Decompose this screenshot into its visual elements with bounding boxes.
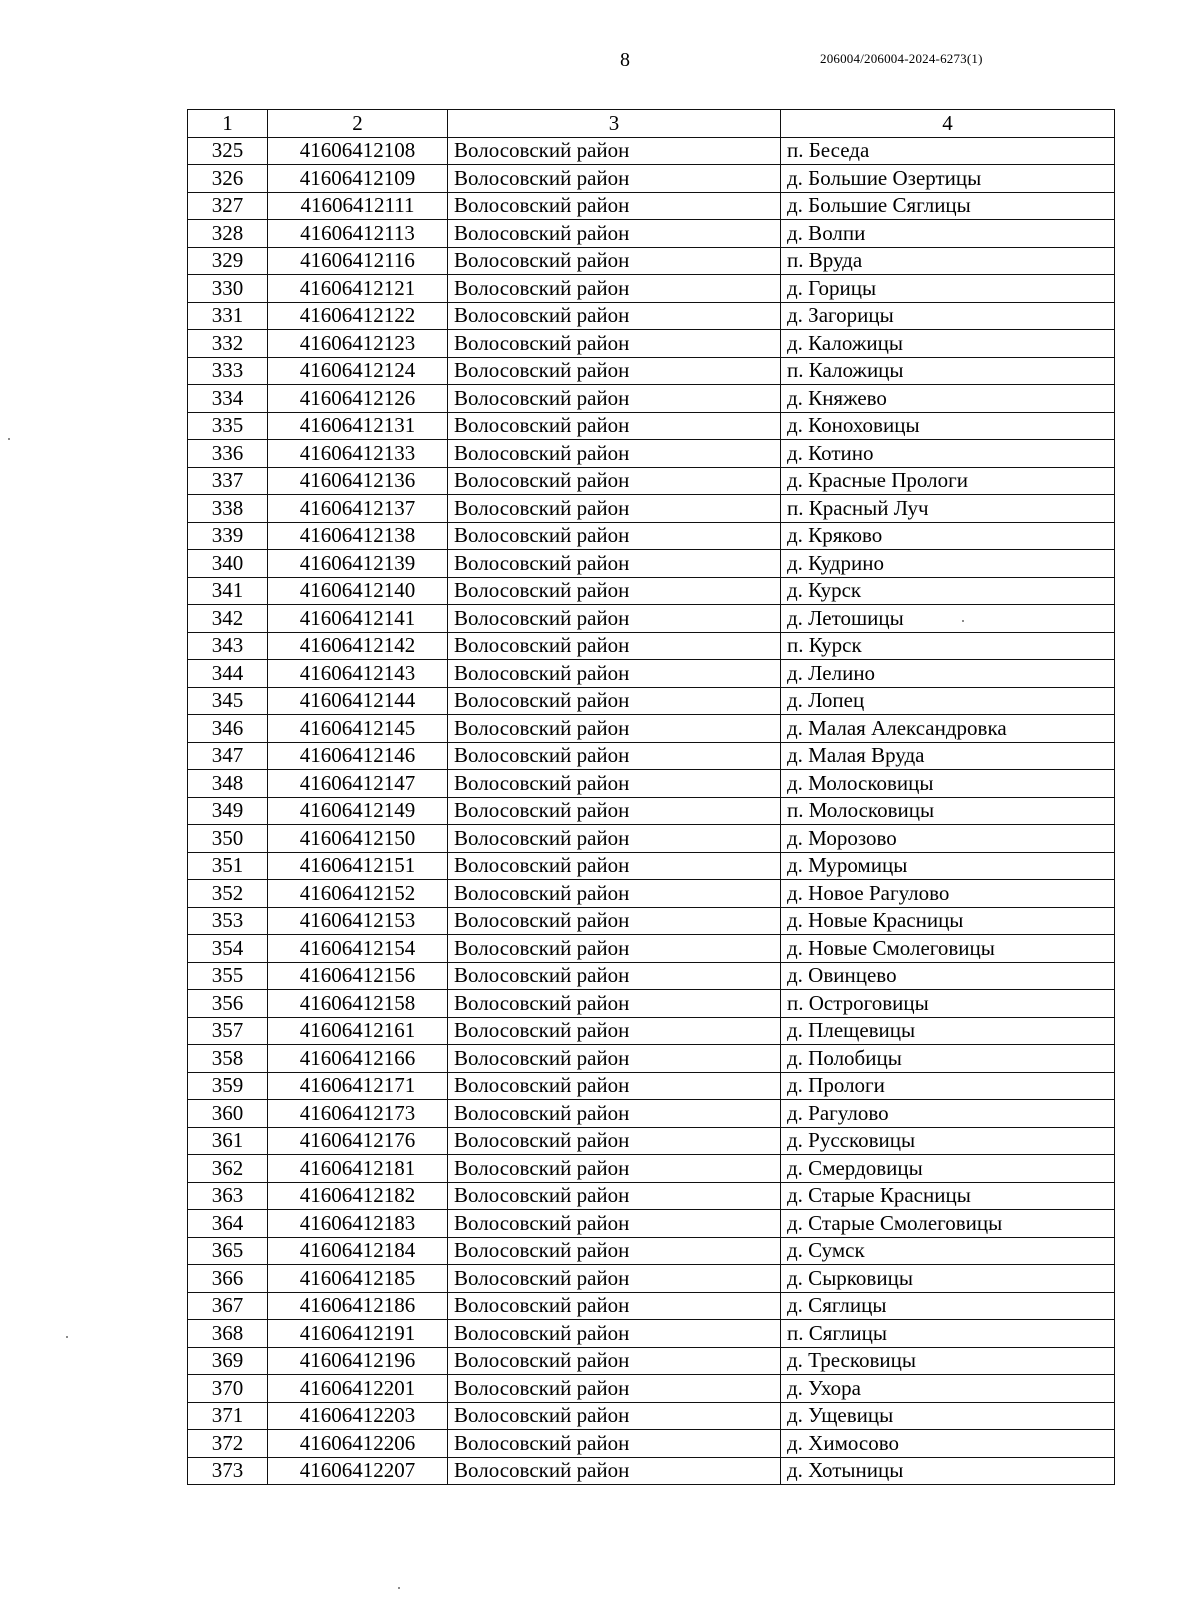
settlement-cell: д. Сырковицы <box>781 1265 1115 1293</box>
table-row <box>188 1210 1115 1238</box>
row-number-cell: 329 <box>188 247 268 275</box>
column-header-3: 3 <box>448 110 781 138</box>
code-cell: 41606412138 <box>268 522 448 550</box>
table-row <box>188 1155 1115 1183</box>
row-number-cell: 350 <box>188 825 268 853</box>
row-number-cell: 351 <box>188 852 268 880</box>
code-cell: 41606412203 <box>268 1402 448 1430</box>
table-row <box>188 412 1115 440</box>
table-row <box>188 330 1115 358</box>
district-cell: Волосовский район <box>448 192 781 220</box>
table-row <box>188 1292 1115 1320</box>
settlement-cell: д. Тресковицы <box>781 1347 1115 1375</box>
table-row <box>188 770 1115 798</box>
column-header-2: 2 <box>268 110 448 138</box>
code-cell: 41606412142 <box>268 632 448 660</box>
table-row <box>188 220 1115 248</box>
settlement-cell: д. Рагулово <box>781 1100 1115 1128</box>
row-number-cell: 339 <box>188 522 268 550</box>
table-row <box>188 825 1115 853</box>
district-cell: Волосовский район <box>448 1100 781 1128</box>
column-header-4: 4 <box>781 110 1115 138</box>
district-cell: Волосовский район <box>448 165 781 193</box>
code-cell: 41606412139 <box>268 550 448 578</box>
table-row <box>188 1402 1115 1430</box>
table-header-row <box>188 110 1115 138</box>
code-cell: 41606412123 <box>268 330 448 358</box>
settlement-cell: д. Ухора <box>781 1375 1115 1403</box>
row-number-cell: 325 <box>188 137 268 165</box>
table-row <box>188 467 1115 495</box>
district-cell: Волосовский район <box>448 577 781 605</box>
settlement-cell: д. Сумск <box>781 1237 1115 1265</box>
row-number-cell: 341 <box>188 577 268 605</box>
settlement-cell: д. Красные Прологи <box>781 467 1115 495</box>
district-cell: Волосовский район <box>448 1457 781 1485</box>
table-row <box>188 302 1115 330</box>
code-cell: 41606412151 <box>268 852 448 880</box>
code-cell: 41606412145 <box>268 715 448 743</box>
settlement-cell: д. Овинцево <box>781 962 1115 990</box>
district-cell: Волосовский район <box>448 385 781 413</box>
district-cell: Волосовский район <box>448 605 781 633</box>
scan-speck <box>962 620 964 622</box>
row-number-cell: 347 <box>188 742 268 770</box>
page-number: 8 <box>620 49 630 71</box>
district-cell: Волосовский район <box>448 660 781 688</box>
settlement-cell: п. Каложицы <box>781 357 1115 385</box>
table-row <box>188 550 1115 578</box>
table-row <box>188 1127 1115 1155</box>
district-cell: Волосовский район <box>448 522 781 550</box>
table-row <box>188 165 1115 193</box>
code-cell: 41606412206 <box>268 1430 448 1458</box>
code-cell: 41606412158 <box>268 990 448 1018</box>
settlement-cell: д. Лелино <box>781 660 1115 688</box>
table-row <box>188 247 1115 275</box>
row-number-cell: 328 <box>188 220 268 248</box>
row-number-cell: 337 <box>188 467 268 495</box>
code-cell: 41606412146 <box>268 742 448 770</box>
settlement-cell: п. Курск <box>781 632 1115 660</box>
table-row <box>188 907 1115 935</box>
district-cell: Волосовский район <box>448 990 781 1018</box>
district-cell: Волосовский район <box>448 137 781 165</box>
row-number-cell: 330 <box>188 275 268 303</box>
code-cell: 41606412109 <box>268 165 448 193</box>
settlement-cell: д. Кудрино <box>781 550 1115 578</box>
settlement-cell: д. Новые Смолеговицы <box>781 935 1115 963</box>
settlement-cell: д. Молосковицы <box>781 770 1115 798</box>
district-cell: Волосовский район <box>448 797 781 825</box>
district-cell: Волосовский район <box>448 1320 781 1348</box>
settlement-cell: п. Красный Луч <box>781 495 1115 523</box>
table-row <box>188 1100 1115 1128</box>
table-row <box>188 880 1115 908</box>
table-row <box>188 687 1115 715</box>
code-cell: 41606412143 <box>268 660 448 688</box>
code-cell: 41606412152 <box>268 880 448 908</box>
district-cell: Волосовский район <box>448 1045 781 1073</box>
settlement-cell: д. Загорицы <box>781 302 1115 330</box>
code-cell: 41606412176 <box>268 1127 448 1155</box>
district-cell: Волосовский район <box>448 852 781 880</box>
district-cell: Волосовский район <box>448 907 781 935</box>
row-number-cell: 333 <box>188 357 268 385</box>
row-number-cell: 373 <box>188 1457 268 1485</box>
row-number-cell: 352 <box>188 880 268 908</box>
table-row <box>188 605 1115 633</box>
code-cell: 41606412133 <box>268 440 448 468</box>
table-row <box>188 1347 1115 1375</box>
code-cell: 41606412124 <box>268 357 448 385</box>
district-cell: Волосовский район <box>448 247 781 275</box>
district-cell: Волосовский район <box>448 1017 781 1045</box>
code-cell: 41606412131 <box>268 412 448 440</box>
scan-speck <box>66 1336 68 1338</box>
table-row <box>188 440 1115 468</box>
code-cell: 41606412173 <box>268 1100 448 1128</box>
settlements-table <box>187 109 1115 1485</box>
row-number-cell: 338 <box>188 495 268 523</box>
document-code: 206004/206004-2024-6273(1) <box>820 51 983 66</box>
district-cell: Волосовский район <box>448 1127 781 1155</box>
code-cell: 41606412150 <box>268 825 448 853</box>
district-cell: Волосовский район <box>448 495 781 523</box>
settlement-cell: д. Новое Рагулово <box>781 880 1115 908</box>
settlement-cell: п. Остроговицы <box>781 990 1115 1018</box>
code-cell: 41606412153 <box>268 907 448 935</box>
settlement-cell: д. Котино <box>781 440 1115 468</box>
code-cell: 41606412144 <box>268 687 448 715</box>
code-cell: 41606412126 <box>268 385 448 413</box>
table-row <box>188 577 1115 605</box>
settlement-cell: д. Волпи <box>781 220 1115 248</box>
table-row <box>188 495 1115 523</box>
table-row <box>188 1457 1115 1485</box>
scan-speck <box>8 438 10 440</box>
row-number-cell: 349 <box>188 797 268 825</box>
code-cell: 41606412116 <box>268 247 448 275</box>
settlement-cell: д. Малая Вруда <box>781 742 1115 770</box>
settlement-cell: д. Летошицы <box>781 605 1115 633</box>
district-cell: Волосовский район <box>448 825 781 853</box>
settlement-cell: д. Сяглицы <box>781 1292 1115 1320</box>
code-cell: 41606412191 <box>268 1320 448 1348</box>
code-cell: 41606412182 <box>268 1182 448 1210</box>
code-cell: 41606412166 <box>268 1045 448 1073</box>
code-cell: 41606412184 <box>268 1237 448 1265</box>
code-cell: 41606412141 <box>268 605 448 633</box>
table-row <box>188 1017 1115 1045</box>
district-cell: Волосовский район <box>448 1155 781 1183</box>
row-number-cell: 360 <box>188 1100 268 1128</box>
code-cell: 41606412201 <box>268 1375 448 1403</box>
table-row <box>188 1045 1115 1073</box>
row-number-cell: 364 <box>188 1210 268 1238</box>
district-cell: Волосовский район <box>448 1430 781 1458</box>
row-number-cell: 353 <box>188 907 268 935</box>
settlement-cell: д. Княжево <box>781 385 1115 413</box>
row-number-cell: 334 <box>188 385 268 413</box>
row-number-cell: 348 <box>188 770 268 798</box>
district-cell: Волосовский район <box>448 715 781 743</box>
table-row <box>188 990 1115 1018</box>
district-cell: Волосовский район <box>448 1402 781 1430</box>
settlement-cell: д. Муромицы <box>781 852 1115 880</box>
code-cell: 41606412111 <box>268 192 448 220</box>
row-number-cell: 371 <box>188 1402 268 1430</box>
table-row <box>188 137 1115 165</box>
table-row <box>188 357 1115 385</box>
settlement-cell: д. Руссковицы <box>781 1127 1115 1155</box>
row-number-cell: 332 <box>188 330 268 358</box>
table-row <box>188 742 1115 770</box>
code-cell: 41606412207 <box>268 1457 448 1485</box>
district-cell: Волосовский район <box>448 687 781 715</box>
code-cell: 41606412122 <box>268 302 448 330</box>
row-number-cell: 372 <box>188 1430 268 1458</box>
code-cell: 41606412149 <box>268 797 448 825</box>
district-cell: Волосовский район <box>448 467 781 495</box>
code-cell: 41606412140 <box>268 577 448 605</box>
district-cell: Волосовский район <box>448 1210 781 1238</box>
district-cell: Волосовский район <box>448 1072 781 1100</box>
settlement-cell: п. Беседа <box>781 137 1115 165</box>
district-cell: Волосовский район <box>448 412 781 440</box>
settlement-cell: п. Молосковицы <box>781 797 1115 825</box>
row-number-cell: 326 <box>188 165 268 193</box>
district-cell: Волосовский район <box>448 1347 781 1375</box>
table-row <box>188 275 1115 303</box>
table-row <box>188 1375 1115 1403</box>
table-body <box>188 137 1115 1485</box>
settlement-cell: д. Каложицы <box>781 330 1115 358</box>
settlement-cell: д. Смердовицы <box>781 1155 1115 1183</box>
row-number-cell: 343 <box>188 632 268 660</box>
district-cell: Волосовский район <box>448 302 781 330</box>
code-cell: 41606412156 <box>268 962 448 990</box>
district-cell: Волосовский район <box>448 632 781 660</box>
table-row <box>188 715 1115 743</box>
code-cell: 41606412196 <box>268 1347 448 1375</box>
code-cell: 41606412121 <box>268 275 448 303</box>
table-row <box>188 1237 1115 1265</box>
row-number-cell: 336 <box>188 440 268 468</box>
settlement-cell: д. Плещевицы <box>781 1017 1115 1045</box>
settlement-cell: д. Кряково <box>781 522 1115 550</box>
district-cell: Волосовский район <box>448 550 781 578</box>
table-row <box>188 935 1115 963</box>
district-cell: Волосовский район <box>448 962 781 990</box>
district-cell: Волосовский район <box>448 440 781 468</box>
district-cell: Волосовский район <box>448 770 781 798</box>
table-row <box>188 1320 1115 1348</box>
code-cell: 41606412136 <box>268 467 448 495</box>
code-cell: 41606412154 <box>268 935 448 963</box>
code-cell: 41606412185 <box>268 1265 448 1293</box>
district-cell: Волосовский район <box>448 1375 781 1403</box>
row-number-cell: 344 <box>188 660 268 688</box>
row-number-cell: 365 <box>188 1237 268 1265</box>
code-cell: 41606412108 <box>268 137 448 165</box>
settlement-cell: д. Курск <box>781 577 1115 605</box>
row-number-cell: 342 <box>188 605 268 633</box>
district-cell: Волосовский район <box>448 1182 781 1210</box>
settlement-cell: д. Химосово <box>781 1430 1115 1458</box>
row-number-cell: 345 <box>188 687 268 715</box>
district-cell: Волосовский район <box>448 220 781 248</box>
district-cell: Волосовский район <box>448 1292 781 1320</box>
table-row <box>188 522 1115 550</box>
row-number-cell: 362 <box>188 1155 268 1183</box>
code-cell: 41606412171 <box>268 1072 448 1100</box>
table-row <box>188 1265 1115 1293</box>
table-row <box>188 797 1115 825</box>
table-row <box>188 1182 1115 1210</box>
row-number-cell: 335 <box>188 412 268 440</box>
row-number-cell: 359 <box>188 1072 268 1100</box>
table-row <box>188 852 1115 880</box>
settlement-cell: д. Старые Красницы <box>781 1182 1115 1210</box>
row-number-cell: 355 <box>188 962 268 990</box>
row-number-cell: 367 <box>188 1292 268 1320</box>
district-cell: Волосовский район <box>448 330 781 358</box>
row-number-cell: 366 <box>188 1265 268 1293</box>
district-cell: Волосовский район <box>448 275 781 303</box>
table-row <box>188 192 1115 220</box>
settlement-cell: д. Коноховицы <box>781 412 1115 440</box>
row-number-cell: 357 <box>188 1017 268 1045</box>
settlement-cell: д. Полобицы <box>781 1045 1115 1073</box>
row-number-cell: 346 <box>188 715 268 743</box>
row-number-cell: 368 <box>188 1320 268 1348</box>
row-number-cell: 370 <box>188 1375 268 1403</box>
settlement-cell: д. Горицы <box>781 275 1115 303</box>
settlement-cell: д. Прологи <box>781 1072 1115 1100</box>
district-cell: Волосовский район <box>448 1237 781 1265</box>
table-row <box>188 1072 1115 1100</box>
row-number-cell: 358 <box>188 1045 268 1073</box>
district-cell: Волосовский район <box>448 1265 781 1293</box>
row-number-cell: 356 <box>188 990 268 1018</box>
table-row <box>188 660 1115 688</box>
settlement-cell: д. Старые Смолеговицы <box>781 1210 1115 1238</box>
scan-speck <box>398 1587 400 1589</box>
settlement-cell: д. Большие Сяглицы <box>781 192 1115 220</box>
settlement-cell: п. Сяглицы <box>781 1320 1115 1348</box>
district-cell: Волосовский район <box>448 742 781 770</box>
settlement-cell: д. Ущевицы <box>781 1402 1115 1430</box>
column-header-1: 1 <box>188 110 268 138</box>
row-number-cell: 354 <box>188 935 268 963</box>
district-cell: Волосовский район <box>448 935 781 963</box>
code-cell: 41606412113 <box>268 220 448 248</box>
table-row <box>188 962 1115 990</box>
settlement-cell: д. Морозово <box>781 825 1115 853</box>
code-cell: 41606412183 <box>268 1210 448 1238</box>
code-cell: 41606412181 <box>268 1155 448 1183</box>
settlement-cell: д. Малая Александровка <box>781 715 1115 743</box>
row-number-cell: 363 <box>188 1182 268 1210</box>
settlement-cell: д. Новые Красницы <box>781 907 1115 935</box>
code-cell: 41606412137 <box>268 495 448 523</box>
code-cell: 41606412161 <box>268 1017 448 1045</box>
table-row <box>188 1430 1115 1458</box>
table-row <box>188 632 1115 660</box>
settlement-cell: п. Вруда <box>781 247 1115 275</box>
row-number-cell: 369 <box>188 1347 268 1375</box>
table-row <box>188 385 1115 413</box>
settlement-cell: д. Хотыницы <box>781 1457 1115 1485</box>
settlement-cell: д. Большие Озертицы <box>781 165 1115 193</box>
row-number-cell: 361 <box>188 1127 268 1155</box>
code-cell: 41606412186 <box>268 1292 448 1320</box>
district-cell: Волосовский район <box>448 880 781 908</box>
settlement-cell: д. Лопец <box>781 687 1115 715</box>
code-cell: 41606412147 <box>268 770 448 798</box>
row-number-cell: 327 <box>188 192 268 220</box>
row-number-cell: 331 <box>188 302 268 330</box>
row-number-cell: 340 <box>188 550 268 578</box>
district-cell: Волосовский район <box>448 357 781 385</box>
